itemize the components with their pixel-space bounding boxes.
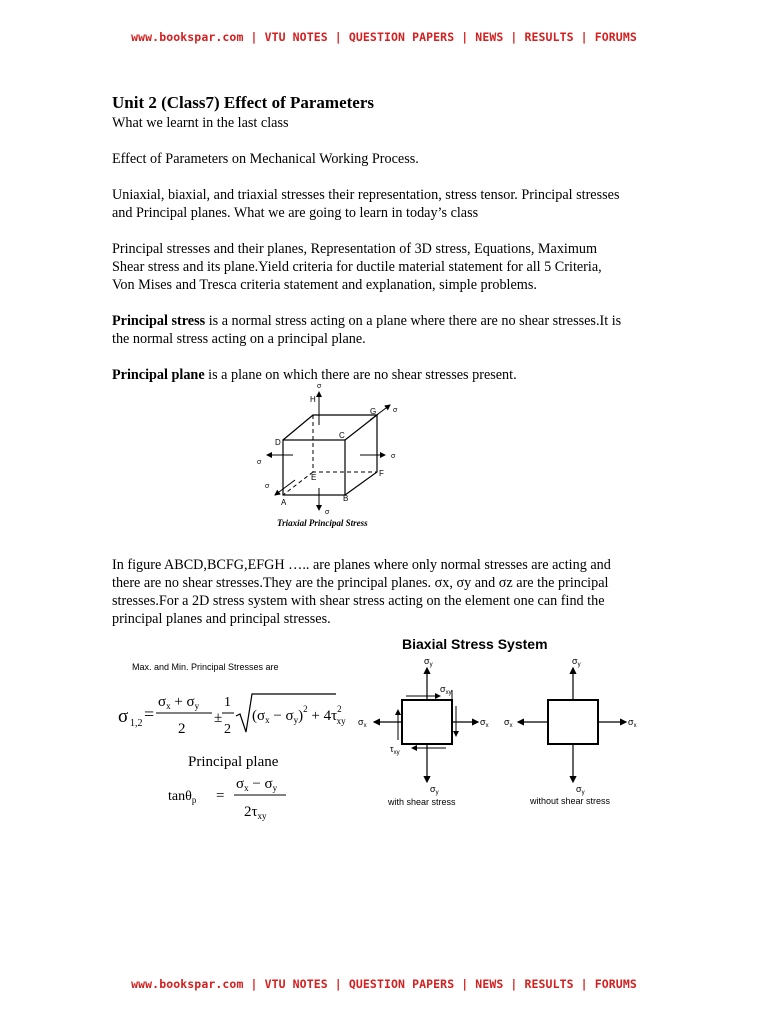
paragraph-principal-stress-2: the normal stress acting on a principal plane.	[112, 331, 366, 347]
with-sigma-x-right: $\sigma_x$	[480, 717, 489, 729]
banner-link-vtu-notes[interactable]: VTU NOTES	[264, 30, 328, 44]
paragraph-today-1: Principal stresses and their planes, Representation of 3D stress, Equations, Maximum	[112, 241, 598, 257]
banner-link-vtu-notes[interactable]: VTU NOTES	[264, 977, 328, 991]
principal-plane-formula	[168, 776, 286, 821]
label-a: A	[281, 498, 287, 507]
paragraph-uniaxial-2: and Principal planes. What we are going to learn in today’s class	[112, 205, 479, 221]
caption-without-shear: without shear stress	[530, 796, 611, 806]
banner-sep: |	[243, 30, 265, 44]
sigma-label-z: σ	[393, 407, 398, 414]
paragraph-today-3: Von Mises and Tresca criteria statement and explanation, simple problems.	[112, 277, 537, 293]
without-sigma-y-top: $\sigma_y$	[572, 656, 581, 668]
without-sigma-x-left: $\sigma_x$	[504, 717, 513, 729]
document-body	[112, 92, 657, 628]
paragraph-figure-1: In figure ABCD,BCFG,EFGH ….. are planes where only normal stresses are acting and	[112, 557, 611, 573]
biaxial-stress-figure	[100, 630, 648, 822]
principal-plane-label: Principal plane	[188, 754, 279, 770]
tan-equals: =	[216, 788, 225, 804]
principal-stress-formula	[118, 694, 346, 737]
banner-link-results[interactable]: RESULTS	[524, 30, 574, 44]
cube-front-face	[283, 440, 345, 495]
banner-link-results[interactable]: RESULTS	[524, 977, 574, 991]
principal-plane-def: is a plane on which there are no shear stresses present.	[204, 367, 517, 383]
triaxial-stress-figure	[255, 380, 415, 530]
element-without-shear	[518, 668, 626, 782]
sigma-z-in-arrow	[275, 480, 295, 495]
banner-sep: |	[327, 977, 349, 991]
banner-link-question-papers[interactable]: QUESTION PAPERS	[348, 30, 455, 44]
page-title: Unit 2 (Class7) Effect of Parameters	[112, 93, 374, 112]
label-b: B	[343, 494, 349, 503]
paragraph-figure-3: stresses.For a 2D stress system with shear stress acting on the element one can find the	[112, 593, 605, 609]
paragraph-today-2: Shear stress and its plane.Yield criteria for ductile material statement for all 5 Criteria,	[112, 259, 602, 275]
banner-sep: |	[327, 30, 349, 44]
banner-link-question-papers[interactable]: QUESTION PAPERS	[348, 977, 455, 991]
banner-link-forums[interactable]: FORUMS	[594, 30, 637, 44]
label-d: D	[275, 438, 281, 447]
banner-link-site[interactable]: www.bookspar.com	[131, 30, 244, 44]
with-sigma-y-bottom: $\sigma_y$	[430, 784, 439, 796]
triaxial-caption: Triaxial Principal Stress	[277, 518, 368, 528]
with-sigma-y-top: $\sigma_y$	[424, 656, 433, 668]
without-sigma-y-bottom: $\sigma_y$	[576, 784, 585, 796]
sigma-label-left: σ	[257, 459, 262, 466]
label-h: H	[310, 395, 316, 404]
label-e: E	[311, 473, 317, 482]
label-f: F	[379, 469, 384, 478]
formula-numerator: $\sigma_x + \sigma_y$	[158, 694, 200, 711]
banner-sep: |	[454, 30, 476, 44]
banner-sep: |	[503, 30, 525, 44]
paragraph-last-class: What we learnt in the last class	[112, 115, 289, 131]
sigma-label-right: σ	[391, 453, 396, 460]
paragraph-effect: Effect of Parameters on Mechanical Working Process.	[112, 151, 419, 167]
header-banner	[0, 30, 768, 44]
banner-link-news[interactable]: NEWS	[475, 30, 504, 44]
with-sigma-xy: $\sigma_{xy}$	[440, 684, 452, 696]
banner-sep: |	[503, 977, 525, 991]
banner-sep: |	[573, 30, 595, 44]
with-tau-xy: $\tau_{xy}$	[390, 744, 400, 756]
formula-caption: Max. and Min. Principal Stresses are	[132, 662, 279, 672]
formula-sigma12: σ	[118, 706, 129, 727]
sigma-label-top: σ	[317, 383, 322, 390]
paragraph-figure-2: there are no shear stresses.They are the principal planes. σx, σy and σz are the principal	[112, 575, 609, 591]
term-principal-stress: Principal stress	[112, 313, 206, 329]
banner-link-forums[interactable]: FORUMS	[594, 977, 637, 991]
label-g: G	[370, 407, 377, 416]
formula-denominator: 2	[178, 721, 186, 737]
formula-equals: =	[144, 704, 155, 724]
formula-radicand: $(\sigma_x - \sigma_y)^2 + 4\tau^2$ xy	[252, 704, 346, 726]
tan-denominator: $2\tau_{xy}$	[244, 804, 267, 821]
formula-half-den: 2	[224, 722, 231, 737]
caption-with-shear: with shear stress	[388, 797, 456, 807]
paragraph-figure-4: principal planes and principal stresses.	[112, 611, 331, 627]
sigma-label-bottom: σ	[325, 509, 330, 516]
formula-subscript: 1,2	[130, 718, 143, 729]
label-c: C	[339, 431, 345, 440]
element-with-shear	[374, 668, 478, 782]
with-sigma-x-left: $\sigma_x$	[358, 717, 367, 729]
without-sigma-x-right: $\sigma_x$	[628, 717, 637, 729]
banner-sep: |	[573, 977, 595, 991]
sigma-label-z2: σ	[265, 483, 270, 490]
tan-numerator: $\sigma_x - \sigma_y$	[236, 776, 278, 793]
banner-link-news[interactable]: NEWS	[475, 977, 504, 991]
banner-sep: |	[454, 977, 476, 991]
banner-link-site[interactable]: www.bookspar.com	[131, 977, 244, 991]
paragraph-uniaxial-1: Uniaxial, biaxial, and triaxial stresses their representation, stress tensor. Principal stresses	[112, 187, 620, 203]
formula-half-num: 1	[224, 695, 231, 710]
formula-pm: ±	[214, 710, 223, 726]
tan-theta-label: tanθ$_p$	[168, 789, 197, 805]
term-principal-plane: Principal plane	[112, 367, 205, 383]
principal-stress-def: is a normal stress acting on a plane where there are no shear stresses.It is	[205, 313, 622, 329]
paragraph-principal-stress-1	[112, 312, 657, 330]
footer-banner	[0, 977, 768, 991]
banner-sep: |	[243, 977, 265, 991]
biaxial-title: Biaxial Stress System	[402, 636, 548, 652]
